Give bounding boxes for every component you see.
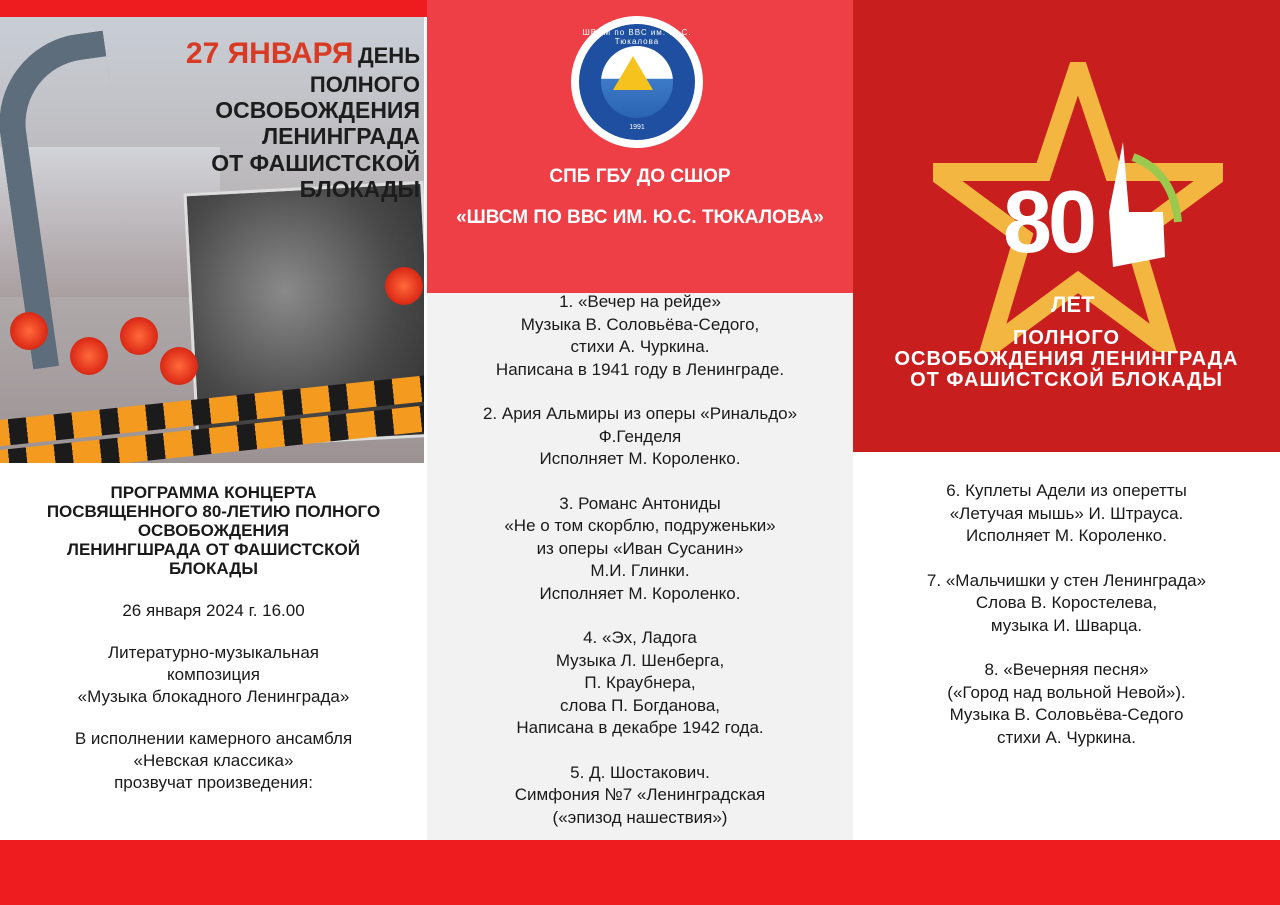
org-header [427,0,853,293]
program-item-line: Слова В. Коростелева, [975,593,1158,612]
photo-headline [90,37,420,203]
program-item-line: Исполняет М. Короленко. [539,583,741,603]
program-item-line: П. Краубнера, [584,673,696,692]
carnation-flower [10,312,48,350]
memorial-photo-collage [0,17,424,463]
program-item [853,570,1280,638]
anniversary-let: ЛЕТ [1051,292,1095,317]
program-item [427,493,853,606]
program-title-line: ПРОГРАММА КОНЦЕРТА [110,483,317,502]
program-list-middle [427,291,853,851]
program-item-line: 5. Д. Шостакович. [570,762,710,782]
program-item [853,480,1280,548]
headline-line1: ДЕНЬ ПОЛНОГО [309,43,420,97]
program-item-line: 7. «Мальчишки у стен Ленинграда» [926,570,1207,590]
headline-line3: ОТ ФАШИСТСКОЙ БЛОКАДЫ [211,149,420,203]
program-item-line: стихи А. Чуркина. [570,337,710,356]
performers [0,728,427,794]
school-emblem-logo [573,18,701,146]
program-item-line: Написана в 1941 году в Ленинграде. [495,359,785,379]
program-item-line: слова П. Богданова, [559,695,721,715]
program-item-line: 3. Романс Антониды [559,493,721,513]
carnation-flower [160,347,198,385]
program-item-line: Исполняет М. Короленко. [539,449,741,468]
program-item-line: 4. «Эх, Ладога [583,628,697,647]
composition-title [0,642,427,708]
program-item-line: 2. Ария Альмиры из оперы «Ринальдо» [482,404,798,423]
carnation-flower [70,337,108,375]
performers-line: В исполнении камерного ансамбля [74,729,353,748]
org-name-line2: «ШВСМ ПО ВВС ИМ. Ю.С. ТЮКАЛОВА» [456,207,824,228]
program-item-line: Музыка Л. Шенберга, [555,650,725,670]
program-item-line: Ф.Генделя [598,426,682,446]
program-item [853,659,1280,749]
anniversary-caption-line: ОСВОБОЖДЕНИЯ ЛЕНИНГРАДА [894,348,1239,370]
program-title-line: БЛОКАДЫ [169,559,258,578]
anniversary-caption [853,328,1280,391]
composition-line: Литературно-музыкальная [108,643,319,662]
carnation-flower [385,267,423,305]
program-item-line: Написана в декабре 1942 года. [516,718,764,737]
program-item-line: из оперы «Иван Сусанин» [536,538,744,558]
program-item [427,291,853,381]
program-item-line: 1. «Вечер на рейде» [559,292,721,311]
anniversary-caption-line: ПОЛНОГО [1012,327,1121,349]
composition-line: «Музыка блокадного Ленинграда» [77,687,350,706]
program-item-line: «Летучая мышь» И. Штрауса. [949,503,1184,523]
emblem-year: 1991 [629,124,645,131]
program-item-line: («эпизод нашествия») [552,807,728,827]
program-list-right [853,480,1280,771]
org-name-line1: СПБ ГБУ ДО СШОР [549,166,731,187]
headline-line2: ОСВОБОЖДЕНИЯ ЛЕНИНГРАДА [215,96,420,150]
program-title-line: ЛЕНИНГШРАДА ОТ ФАШИСТСКОЙ [67,540,360,559]
carnation-flower [120,317,158,355]
program-title [0,483,427,578]
program-item-line: («Город над вольной Невой»). [947,682,1186,702]
program-item-line: стихи А. Чуркина. [997,727,1136,747]
program-item-line: музыка И. Шварца. [990,615,1143,635]
program-info [0,483,427,794]
concert-date: 26 января 2024 г. 16.00 [122,601,305,620]
program-item-line: М.И. Глинки. [590,561,690,580]
program-title-line: ОСВОБОЖДЕНИЯ [137,521,290,540]
program-item-line: «Не о том скорблю, подруженьки» [504,516,776,535]
program-item [427,403,853,471]
headline-date: 27 ЯНВАРЯ [185,37,354,70]
emblem-ring-text: ШВСМ по ВВС им. Ю.С. Тюкалова [582,28,692,46]
program-item-line: Музыка В. Соловьёва-Седого [949,705,1184,724]
program-item [427,762,853,830]
performers-line: прозвучат произведения: [114,773,313,792]
emblem-ring [579,24,695,140]
program-item-line: Исполняет М. Короленко. [966,526,1167,545]
program-item-line: 6. Куплеты Адели из оперетты [946,481,1187,500]
rower-icon [613,56,653,90]
program-item-line: Музыка В. Соловьёва-Седого, [520,314,760,334]
composition-line: композиция [167,665,260,684]
anniversary-caption-line: ОТ ФАШИСТСКОЙ БЛОКАДЫ [910,369,1223,391]
program-item [427,627,853,740]
program-item-line: 8. «Вечерняя песня» [984,660,1149,679]
top-red-band [0,0,427,17]
program-item-line: Симфония №7 «Ленинградская [514,785,766,804]
performers-line: «Невская классика» [133,751,294,770]
program-title-line: ПОСВЯЩЕННОГО 80-ЛЕТИЮ ПОЛНОГО [46,502,381,521]
anniversary-number: 80 [1003,172,1093,271]
